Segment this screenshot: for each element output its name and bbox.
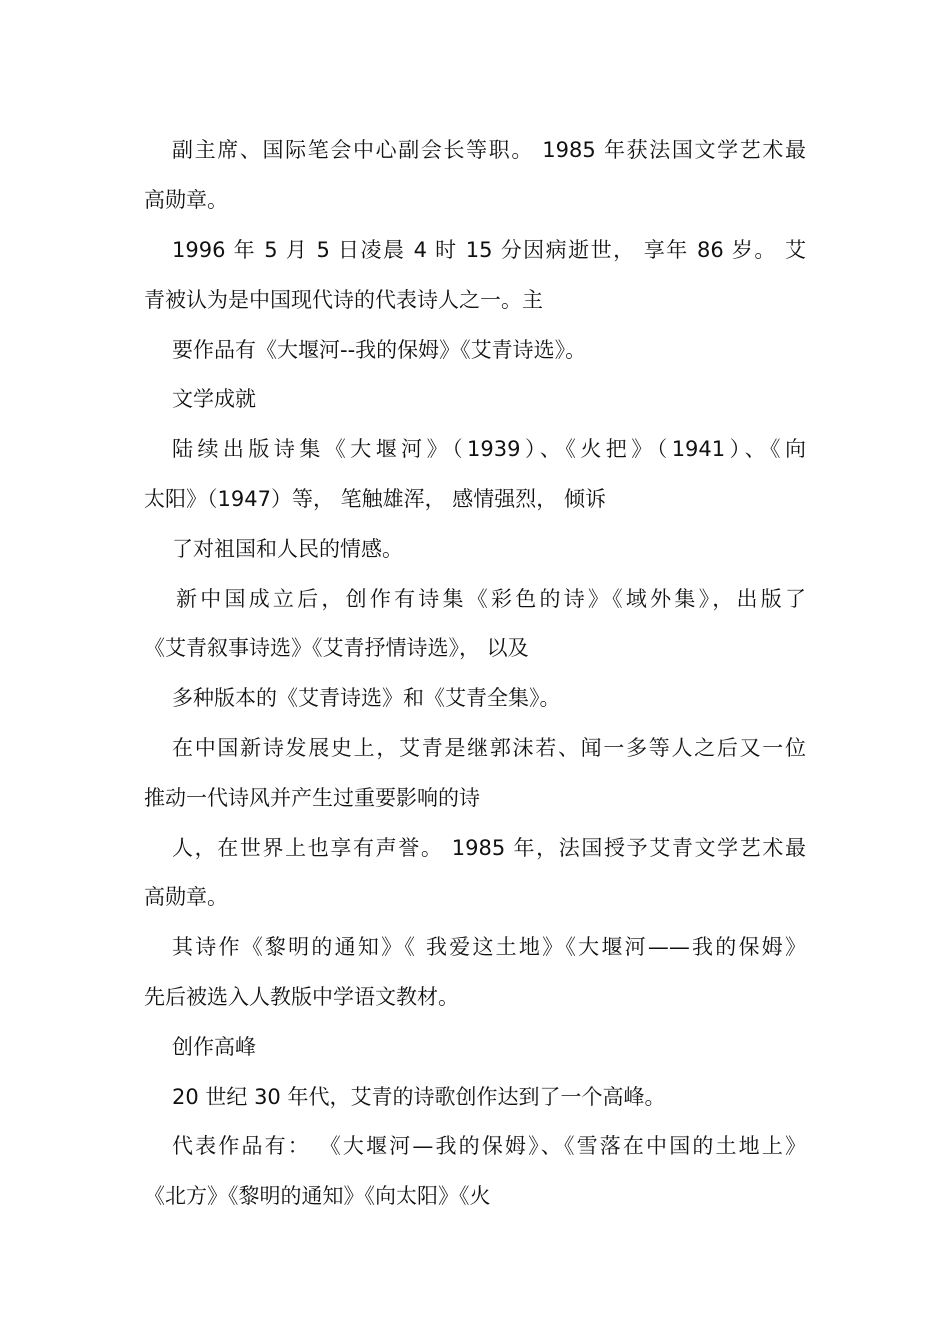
- text-line: 多种版本的《艾青诗选》和《艾青全集》。: [172, 686, 561, 710]
- text-line: 20 世纪 30 年代，艾青的诗歌创作达到了一个高峰。: [172, 1085, 666, 1109]
- text-line: 新中国成立后，创作有诗集《彩色的诗》《域外集》，出版了: [176, 587, 806, 611]
- text-line: 高勋章。: [144, 188, 228, 212]
- text-line: 推动一代诗风并产生过重要影响的诗: [144, 786, 480, 810]
- text-line: 太阳》（1947）等， 笔触雄浑， 感情强烈， 倾诉: [144, 487, 606, 511]
- text-line: 先后被选入人教版中学语文教材。: [144, 985, 459, 1009]
- section-heading: 创作高峰: [172, 1035, 256, 1059]
- text-line: 要作品有《大堰河--我的保姆》《艾青诗选》。: [172, 338, 587, 362]
- text-line: 其诗作《黎明的通知》《 我爱这土地》《大堰河——我的保姆》: [172, 935, 806, 959]
- text-line: 《北方》《黎明的通知》《向太阳》《火: [144, 1184, 491, 1208]
- text-line: 人，在世界上也享有声誉。 1985 年，法国授予艾青文学艺术最: [172, 836, 806, 860]
- text-line: 在中国新诗发展史上，艾青是继郭沫若、闻一多等人之后又一位: [172, 736, 806, 760]
- text-line: 陆续出版诗集《大堰河》（1939）、《火把》（1941）、《向: [172, 437, 806, 461]
- text-line: 1996 年 5 月 5 日凌晨 4 时 15 分因病逝世， 享年 86 岁。 艾: [172, 238, 806, 262]
- text-line: 副主席、国际笔会中心副会长等职。 1985 年获法国文学艺术最: [172, 138, 806, 162]
- text-line: 代表作品有： 《大堰河—我的保姆》、《雪落在中国的土地上》: [172, 1134, 806, 1158]
- section-heading: 文学成就: [172, 387, 256, 411]
- text-line: 青被认为是中国现代诗的代表诗人之一。主: [144, 288, 543, 312]
- text-line: 高勋章。: [144, 885, 228, 909]
- text-line: 《艾青叙事诗选》《艾青抒情诗选》， 以及: [144, 636, 529, 660]
- text-line: 了对祖国和人民的情感。: [172, 537, 403, 561]
